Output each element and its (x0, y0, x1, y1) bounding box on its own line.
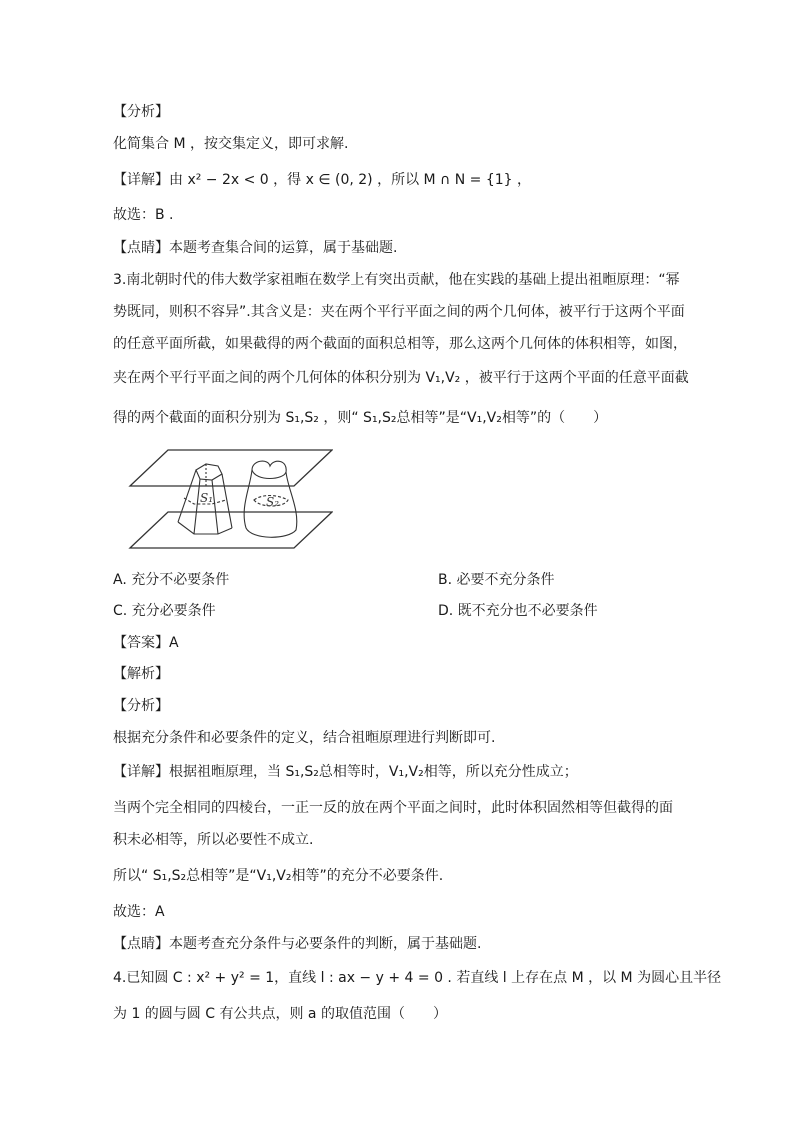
detail-line-3: 积未必相等，所以必要性不成立. (113, 832, 314, 848)
choice-text-1: 故选：B . (113, 207, 174, 223)
zu-geng-principle-figure (128, 448, 333, 556)
s2-label: S₂ (266, 495, 280, 509)
option-d[interactable]: D. 既不充分也不必要条件 (438, 603, 598, 619)
q4-line-2: 为 1 的圆与圆 C 有公共点，则 a 的取值范围（ ） (113, 1006, 447, 1022)
conclusion-text: 所以“ S₁,S₂总相等”是“V₁,V₂相等”的充分不必要条件. (113, 868, 444, 884)
bottom-plane (130, 512, 332, 548)
q4-line-1: 4.已知圆 C : x² + y² = 1，直线 l : ax − y + 4 = 0 . 若直线 l 上存在点 M ，以 M 为圆心且半径 (113, 970, 722, 986)
analysis-heading-1: 【分析】 (113, 104, 169, 120)
comment-text-1: 【点睛】本题考查集合间的运算，属于基础题. (113, 240, 398, 256)
s1-label: S₁ (200, 491, 214, 505)
analysis-heading-2: 【分析】 (113, 698, 169, 714)
q3-line-5: 得的两个截面的面积分别为 S₁,S₂ ，则“ S₁,S₂总相等”是“V₁,V₂相等”的（ ） (113, 410, 608, 426)
analysis-text-2: 根据充分条件和必要条件的定义，结合祖暅原理进行判断即可. (113, 730, 496, 746)
analysis-text-1: 化简集合 M ，按交集定义，即可求解. (113, 136, 349, 152)
q3-line-1: 3.南北朝时代的伟大数学家祖暅在数学上有突出贡献，他在实践的基础上提出祖暅原理：“幂 (113, 272, 680, 288)
option-c[interactable]: C. 充分必要条件 (113, 603, 216, 619)
q3-line-2: 势既同，则积不容异”.其含义是：夹在两个平行平面之间的两个几何体，被平行于这两个平面 (113, 304, 685, 320)
q3-line-4: 夹在两个平行平面之间的两个几何体的体积分别为 V₁,V₂ ，被平行于这两个平面的任意平面截 (113, 370, 689, 386)
detail-text-1: 【详解】由 x² − 2x < 0 ，得 x ∈ (0, 2) ，所以 M ∩ N = {1} ， (113, 172, 532, 188)
comment-text-2: 【点睛】本题考查充分条件与必要条件的判断，属于基础题. (113, 936, 482, 952)
detail-line-2: 当两个完全相同的四棱台，一正一反的放在两个平面之间时，此时体积固然相等但截得的面 (113, 800, 673, 816)
detail-text-2: 【详解】根据祖暅原理，当 S₁,S₂总相等时，V₁,V₂相等，所以充分性成立； (113, 764, 578, 780)
answer: 【答案】A (113, 635, 179, 651)
q3-line-3: 的任意平面所截，如果截得的两个截面的面积总相等，那么这两个几何体的体积相等，如图， (113, 336, 687, 352)
choice-text-2: 故选：A (113, 904, 165, 920)
option-a[interactable]: A. 充分不必要条件 (113, 572, 230, 588)
option-b[interactable]: B. 必要不充分条件 (438, 572, 555, 588)
top-plane (130, 450, 332, 486)
solution-heading: 【解析】 (113, 666, 169, 682)
